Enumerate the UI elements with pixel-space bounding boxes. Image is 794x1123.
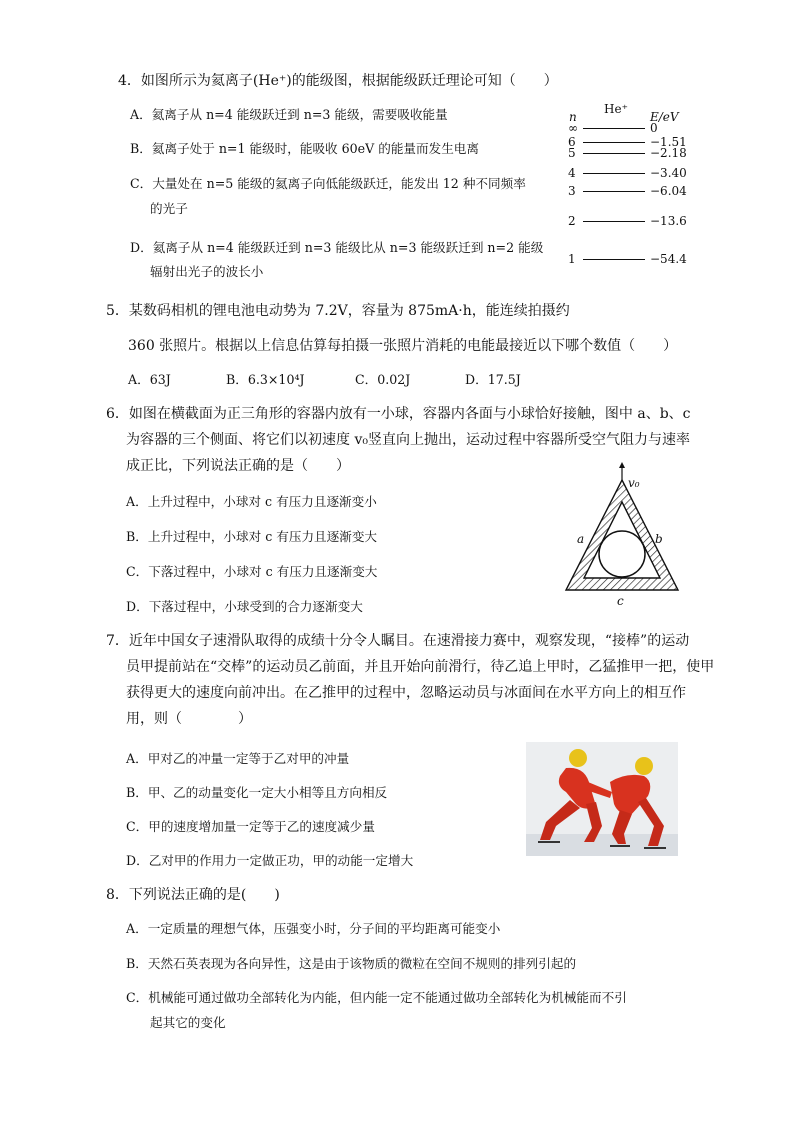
level-energy-label: −3.40 <box>650 166 687 180</box>
q7-stem-line1: 7．近年中国女子速滑队取得的成绩十分令人瞩目。在速滑接力赛中，观察发现，“接棒”的运动 <box>106 633 690 649</box>
fig-c-label: c <box>617 594 624 608</box>
energy-level-line <box>583 191 645 192</box>
q6-option-d: D．下落过程中，小球受到的合力逐渐变大 <box>126 599 363 614</box>
diagram-e-label: E/eV <box>650 110 679 124</box>
q6-option-c: C．下落过程中，小球对 c 有压力且逐渐变大 <box>126 564 378 579</box>
level-n-label: 6 <box>568 135 576 149</box>
fig-b-label: b <box>655 532 663 546</box>
level-n-label: 4 <box>568 166 576 180</box>
level-energy-label: −2.18 <box>650 146 687 160</box>
level-n-label: 1 <box>568 252 576 266</box>
q7-option-a: A．甲对乙的冲量一定等于乙对甲的冲量 <box>126 751 350 766</box>
energy-level-line <box>583 259 645 260</box>
diagram-n-label: n <box>569 110 577 124</box>
level-n-label: 3 <box>568 184 576 198</box>
q7-stem-line3: 获得更大的速度向前冲出。在乙推甲的过程中，忽略运动员与冰面间在水平方向上的相互作 <box>126 685 686 701</box>
level-n-label: 5 <box>568 146 576 160</box>
q4-option-c: C．大量处在 n=5 能级的氦离子向低能级跃迁，能发出 12 种不同频率 <box>130 176 526 191</box>
energy-level-line <box>583 153 645 154</box>
level-n-label: ∞ <box>568 121 578 135</box>
energy-level-line <box>583 142 645 143</box>
ball <box>599 531 645 577</box>
q4-option-d-cont: 辐射出光子的波长小 <box>150 264 264 279</box>
arrow-head-icon <box>619 462 625 468</box>
q5-option-d: D．17.5J <box>465 372 521 387</box>
level-energy-label: −13.6 <box>650 214 687 228</box>
q8-stem: 8．下列说法正确的是( ) <box>106 887 280 903</box>
q4-option-c-cont: 的光子 <box>150 201 188 216</box>
fig-a-label: a <box>577 532 585 546</box>
energy-level-line <box>583 221 645 222</box>
q7-option-c: C．甲的速度增加量一定等于乙的速度减少量 <box>126 819 375 834</box>
q5-option-a: A．63J <box>128 372 171 387</box>
q8-option-c-cont: 起其它的变化 <box>150 1015 226 1030</box>
level-energy-label: −6.04 <box>650 184 687 198</box>
q8-option-b: B．天然石英表现为各向异性，这是由于该物质的微粒在空间不规则的排列引起的 <box>126 956 577 971</box>
q5-stem-line1: 5．某数码相机的锂电池电动势为 7.2V，容量为 875mA·h，能连续拍摄约 <box>106 303 570 319</box>
level-energy-label: 0 <box>650 121 658 135</box>
speed-skating-photo <box>526 742 678 856</box>
level-energy-label: −54.4 <box>650 252 687 266</box>
q7-option-d: D．乙对甲的作用力一定做正功，甲的动能一定增大 <box>126 853 414 868</box>
level-energy-label: −1.51 <box>650 135 687 149</box>
q4-option-b: B．氦离子处于 n=1 能级时，能吸收 60eV 的能量而发生电离 <box>130 141 479 156</box>
q5-option-b: B．6.3×10⁴J <box>226 372 305 387</box>
q7-stem-line4: 用，则（ ） <box>126 711 252 727</box>
q5-option-c: C．0.02J <box>355 372 411 387</box>
q4-option-a: A．氦离子从 n=4 能级跃迁到 n=3 能级，需要吸收能量 <box>130 107 448 122</box>
q6-option-b: B．上升过程中，小球对 c 有压力且逐渐变大 <box>126 529 378 544</box>
q8-option-c: C．机械能可通过做功全部转化为内能，但内能一定不能通过做功全部转化为机械能而不引 <box>126 990 627 1005</box>
q4-option-d: D．氦离子从 n=4 能级跃迁到 n=3 能级比从 n=3 能级跃迁到 n=2 能级 <box>130 240 544 255</box>
q6-stem-line2: 为容器的三个侧面、将它们以初速度 v₀竖直向上抛出，运动过程中容器所受空气阻力与速率 <box>126 432 690 448</box>
q6-option-a: A．上升过程中，小球对 c 有压力且逐渐变小 <box>126 494 377 509</box>
q4-stem: 4．如图所示为氦离子(He⁺)的能级图，根据能级跃迁理论可知（ ） <box>118 73 558 89</box>
energy-level-line <box>583 128 645 129</box>
q6-stem-line1: 6．如图在横截面为正三角形的容器内放有一小球，容器内各面与小球恰好接触，图中 a、b、c <box>106 406 691 422</box>
diagram-he-label: He⁺ <box>604 102 628 116</box>
level-n-label: 2 <box>568 214 576 228</box>
q7-stem-line2: 员甲提前站在“交棒”的运动员乙前面，并且开始向前滑行，待乙追上甲时，乙猛推甲一把，使甲 <box>126 659 715 675</box>
q6-stem-line3: 成正比，下列说法正确的是（ ） <box>126 458 350 474</box>
energy-level-line <box>583 173 645 174</box>
fig-v0-label: v₀ <box>628 476 640 490</box>
q7-option-b: B．甲、乙的动量变化一定大小相等且方向相反 <box>126 785 388 800</box>
q5-stem-line2: 360 张照片。根据以上信息估算每拍摄一张照片消耗的电能最接近以下哪个数值（ ） <box>128 338 678 354</box>
q8-option-a: A．一定质量的理想气体，压强变小时，分子间的平均距离可能变小 <box>126 921 501 936</box>
